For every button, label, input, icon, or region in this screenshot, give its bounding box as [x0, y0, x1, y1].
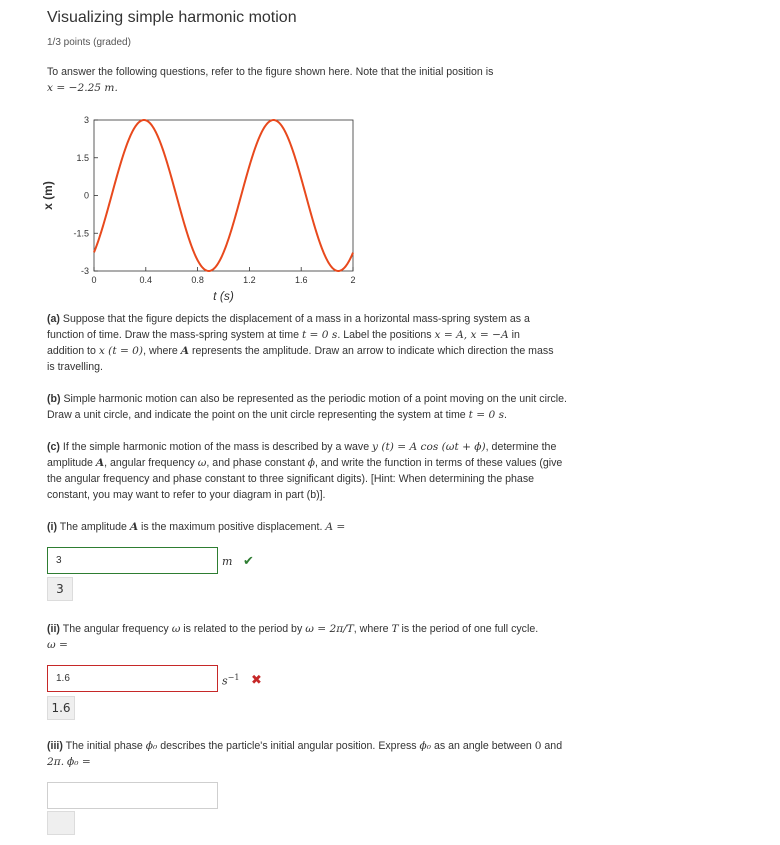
unit-base: s	[222, 674, 228, 688]
x-axis-label: t (s)	[213, 289, 234, 303]
x-tick-label: 0.4	[139, 275, 153, 285]
question-iii-math: ϕ₀ =	[67, 756, 91, 768]
initial-phase-input[interactable]	[47, 782, 218, 809]
intro-text	[47, 64, 647, 96]
part-c-math: A	[95, 457, 105, 469]
question-i	[47, 519, 647, 535]
y-tick-label: 1.5	[76, 152, 89, 163]
x-tick-label: 1.2	[243, 275, 256, 285]
displacement-chart	[30, 110, 370, 310]
part-a-math: A	[180, 345, 189, 357]
question-iii-text: and	[544, 740, 563, 752]
part-a-math: x = A, x = −A	[434, 329, 509, 341]
part-c-math: y (t) = A cos (ωt + ϕ)	[372, 441, 486, 453]
question-iii-text: The initial phase	[65, 740, 143, 752]
question-iii-math: 0	[534, 740, 542, 752]
series-line	[94, 120, 353, 271]
question-ii-text: is the period of one full cycle.	[401, 623, 539, 635]
question-ii-text: The angular frequency	[62, 623, 169, 635]
initial-position: x = −2.25 m.	[47, 82, 118, 94]
unit-exponent: −1	[227, 673, 240, 682]
question-i-text: is the maximum positive displacement.	[141, 521, 323, 533]
part-a-text: represents the amplitude. Draw an arrow to indicate which direction the mass	[191, 345, 554, 357]
x-tick-label: 0.8	[191, 275, 204, 285]
part-a-text: addition to	[47, 345, 96, 357]
incorrect-cross-icon: ✖	[251, 672, 262, 687]
part-c-math: ϕ	[307, 457, 315, 469]
part-c-text: , and phase constant	[206, 457, 305, 469]
part-c-text: the angular frequency and phase constant to three significant digits). [Hint: When determining the phase	[47, 473, 535, 485]
x-tick-label: 2	[350, 275, 356, 285]
page-title: Visualizing simple harmonic motion	[47, 9, 297, 26]
intro-sentence: To answer the following questions, refer to the figure shown here. Note that the initial position is	[47, 66, 494, 78]
question-iii-label: (iii)	[47, 740, 63, 752]
part-a-text: . Label the positions	[337, 329, 432, 341]
part-a-text: in	[511, 329, 520, 341]
amplitude-unit: m	[222, 555, 233, 568]
points-status: 1/3 points (graded)	[47, 37, 131, 48]
question-iii-math: ϕ₀	[419, 740, 432, 752]
part-c-text: , and write the function in terms of these values (give	[314, 457, 563, 469]
amplitude-input[interactable]: 3	[47, 547, 218, 574]
part-b	[47, 391, 667, 423]
part-c-text: , determine the	[485, 441, 557, 453]
question-i-math: A =	[325, 521, 346, 533]
question-iii	[47, 738, 667, 770]
part-a-label: (a)	[47, 313, 60, 325]
part-c-text: amplitude	[47, 457, 93, 469]
part-c-text: , angular frequency	[104, 457, 195, 469]
question-ii-label: (ii)	[47, 623, 60, 635]
question-ii-math: ω	[171, 623, 181, 635]
part-b-math: t = 0 s	[468, 409, 505, 421]
part-c-text: If the simple harmonic motion of the mass is described by a wave	[62, 441, 370, 453]
plot-frame	[94, 120, 353, 271]
part-b-text: Draw a unit circle, and indicate the point on the unit circle representing the system at time	[47, 409, 466, 421]
y-tick-label: 3	[83, 115, 89, 125]
part-c	[47, 439, 667, 503]
question-i-text: The amplitude	[59, 521, 127, 533]
part-b-text: Simple harmonic motion can also be represented as the periodic motion of a point moving on the unit circle.	[63, 393, 567, 405]
question-ii-math: ω =	[47, 639, 68, 651]
amplitude-preview: 3	[47, 577, 73, 601]
angular-frequency-preview: 1.6	[47, 696, 75, 720]
y-tick-label: 0	[83, 190, 89, 201]
x-tick-label: 1.6	[294, 275, 308, 285]
part-b-label: (b)	[47, 393, 61, 405]
angular-frequency-input[interactable]: 1.6	[47, 665, 218, 692]
part-c-math: ω	[197, 457, 207, 469]
y-tick-label: -1.5	[73, 228, 89, 239]
question-ii	[47, 621, 647, 653]
correct-check-icon: ✔	[243, 553, 254, 568]
part-a-math: x (t = 0)	[98, 345, 144, 357]
question-i-math: A	[129, 521, 139, 533]
question-ii-text: is related to the period by	[183, 623, 303, 635]
question-i-label: (i)	[47, 521, 57, 533]
y-axis-label: x (m)	[41, 181, 55, 210]
question-iii-math: ϕ₀	[145, 740, 158, 752]
question-ii-math: T	[391, 623, 399, 635]
part-a-math: t = 0 s	[301, 329, 338, 341]
part-a	[47, 311, 647, 375]
angular-frequency-unit	[222, 673, 239, 688]
part-c-label: (c)	[47, 441, 60, 453]
question-ii-math: ω = 2π/T	[305, 623, 354, 635]
question-iii-text: as an angle between	[433, 740, 532, 752]
question-iii-math: 2π.	[47, 756, 65, 768]
question-ii-text: , where	[353, 623, 389, 635]
question-iii-text: describes the particle's initial angular position. Express	[160, 740, 417, 752]
part-a-text: Suppose that the figure depicts the displacement of a mass in a horizontal mass-spring system as a	[62, 313, 530, 325]
y-tick-label: -3	[80, 266, 89, 276]
part-a-text: , where	[143, 345, 178, 357]
part-a-text: is travelling.	[47, 361, 103, 373]
part-c-text: constant, you may want to refer to your diagram in part (b)].	[47, 489, 326, 501]
x-tick-label: 0	[91, 275, 97, 285]
part-a-text: function of time. Draw the mass-spring system at time	[47, 329, 299, 341]
part-b-text: .	[504, 409, 507, 421]
initial-phase-preview	[47, 811, 75, 835]
